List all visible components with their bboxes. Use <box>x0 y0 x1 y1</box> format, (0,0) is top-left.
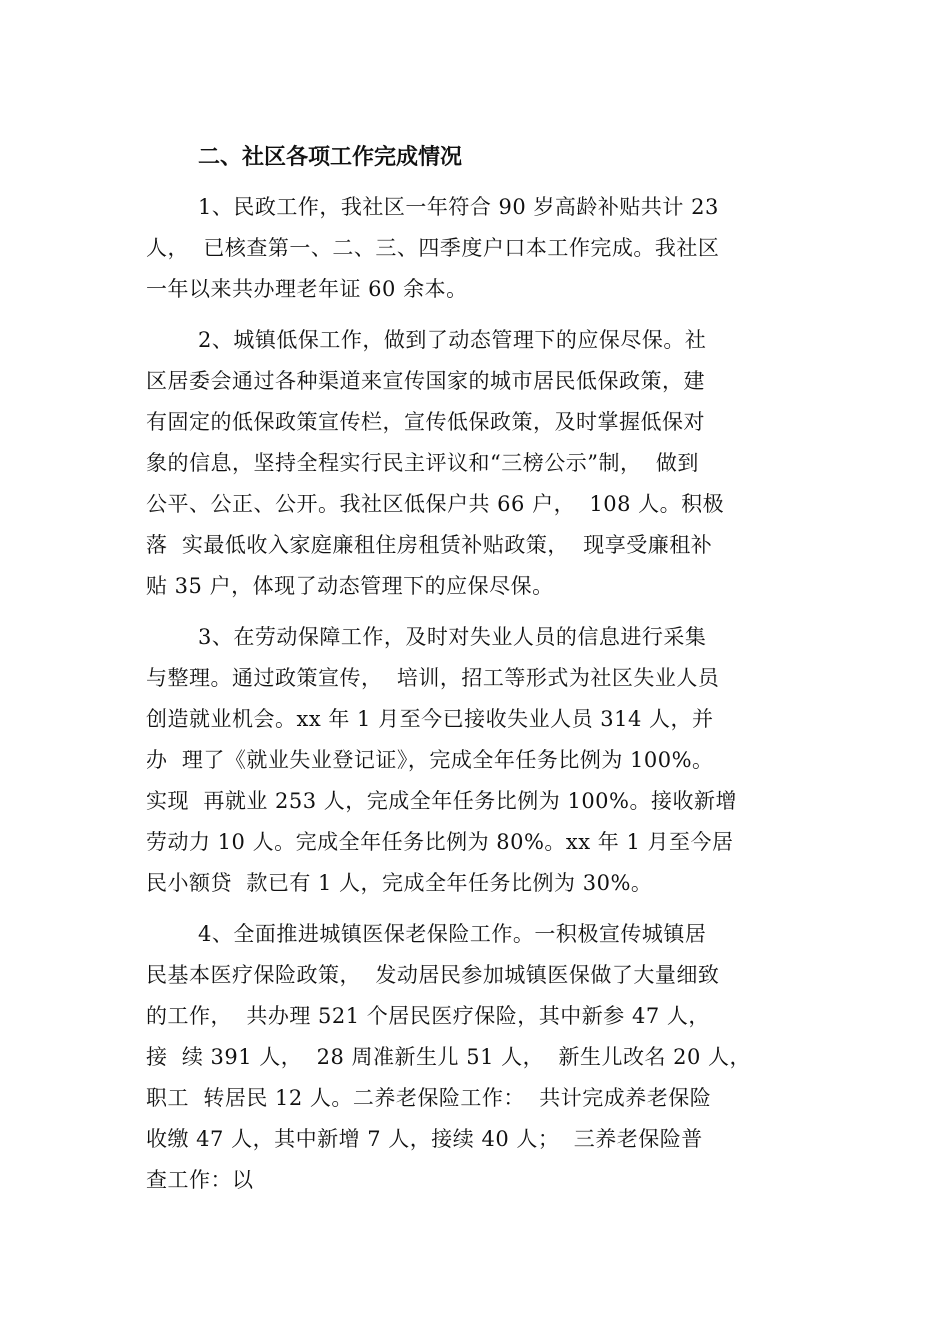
text-line: 贴 35 户，体现了动态管理下的应保尽保。 <box>146 574 554 598</box>
text-line: 民小额贷 款已有 1 人，完成全年任务比例为 30%。 <box>146 871 653 895</box>
paragraph-minimum-living-allowance <box>146 320 816 607</box>
text-line: 收缴 47 人，其中新增 7 人，接续 40 人； 三养老保险普 <box>146 1127 703 1151</box>
text-line: 公平、公正、公开。我社区低保户共 66 户， 108 人。积极 <box>146 492 725 516</box>
paragraph-gap <box>146 310 816 320</box>
text-line: 3、在劳动保障工作，及时对失业人员的信息进行采集 <box>198 625 707 649</box>
text-line: 办 理了《就业失业登记证》，完成全年任务比例为 100%。 <box>146 748 714 772</box>
text-line: 2、城镇低保工作，做到了动态管理下的应保尽保。社 <box>198 328 707 352</box>
section-heading: 二、社区各项工作完成情况 <box>198 145 463 170</box>
paragraph-labor-security <box>146 617 816 904</box>
text-line: 劳动力 10 人。完成全年任务比例为 80%。xx 年 1 月至今居 <box>146 830 734 854</box>
text-line: 一年以来共办理老年证 60 余本。 <box>146 277 468 301</box>
text-line: 1、民政工作，我社区一年符合 90 岁高龄补贴共计 23 <box>198 195 719 219</box>
text-line: 人， 已核查第一、二、三、四季度户口本工作完成。我社区 <box>146 236 720 260</box>
paragraph-medical-pension-insurance <box>146 914 816 1201</box>
text-line: 查工作：以 <box>146 1168 254 1192</box>
text-line: 象的信息，坚持全程实行民主评议和“三榜公示”制， 做到 <box>146 451 699 475</box>
paragraph-gap <box>146 607 816 617</box>
paragraph-civil-affairs <box>146 187 816 310</box>
text-line: 落 实最低收入家庭廉租住房租赁补贴政策， 现享受廉租补 <box>146 533 713 557</box>
text-line: 有固定的低保政策宣传栏，宣传低保政策，及时掌握低保对 <box>146 410 705 434</box>
text-line: 接 续 391 人， 28 周准新生儿 51 人， 新生儿改名 20 人， <box>146 1045 752 1069</box>
text-line: 区居委会通过各种渠道来宣传国家的城市居民低保政策，建 <box>146 369 705 393</box>
document-body <box>146 187 816 1201</box>
text-line: 实现 再就业 253 人，完成全年任务比例为 100%。接收新增 <box>146 789 737 813</box>
text-line: 创造就业机会。xx 年 1 月至今已接收失业人员 314 人，并 <box>146 707 714 731</box>
text-line: 与整理。通过政策宣传， 培训，招工等形式为社区失业人员 <box>146 666 720 690</box>
text-line: 4、全面推进城镇医保老保险工作。一积极宣传城镇居 <box>198 922 707 946</box>
text-line: 职工 转居民 12 人。二养老保险工作： 共计完成养老保险 <box>146 1086 712 1110</box>
paragraph-gap <box>146 904 816 914</box>
text-line: 的工作， 共办理 521 个居民医疗保险，其中新参 47 人， <box>146 1004 710 1028</box>
text-line: 民基本医疗保险政策， 发动居民参加城镇医保做了大量细致 <box>146 963 720 987</box>
